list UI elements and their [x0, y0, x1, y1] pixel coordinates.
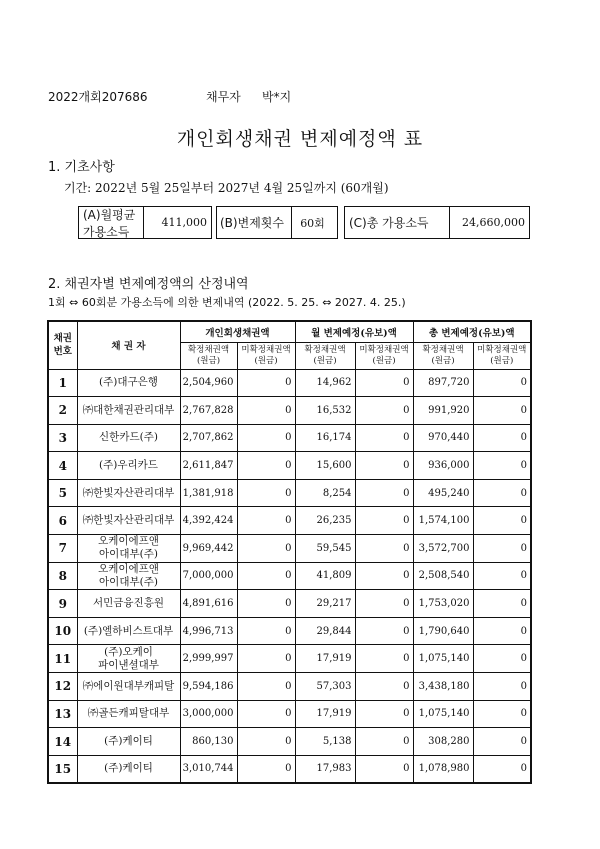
unconfirmed-amount: 0: [355, 369, 413, 397]
col-header-creditor: 채 권 자: [77, 321, 180, 369]
confirmed-amount: 41,809: [295, 562, 355, 590]
confirmed-amount: 3,438,180: [413, 673, 473, 701]
unconfirmed-amount: 0: [237, 562, 295, 590]
table-row: [48, 562, 531, 590]
confirmed-amount: 17,919: [295, 645, 355, 673]
unconfirmed-amount: 0: [237, 645, 295, 673]
confirmed-amount: 29,217: [295, 590, 355, 618]
confirmed-amount: 14,962: [295, 369, 355, 397]
unconfirmed-amount: 0: [355, 728, 413, 756]
confirmed-amount: 29,844: [295, 617, 355, 645]
row-number: 3: [48, 424, 77, 452]
sub-header-confirmed: 확정채권액 (원금): [413, 342, 473, 369]
unconfirmed-amount: 0: [473, 452, 531, 480]
confirmed-amount: 2,508,540: [413, 562, 473, 590]
unconfirmed-amount: 0: [473, 700, 531, 728]
sub-header-unconfirmed: 미확정채권액 (원금): [473, 342, 531, 369]
confirmed-amount: 8,254: [295, 479, 355, 507]
confirmed-amount: 3,000,000: [180, 700, 237, 728]
sub-header-confirmed: 확정채권액 (원금): [180, 342, 237, 369]
table-row: [48, 424, 531, 452]
unconfirmed-amount: 0: [237, 507, 295, 535]
unconfirmed-amount: 0: [237, 755, 295, 783]
confirmed-amount: 495,240: [413, 479, 473, 507]
table-row: [48, 479, 531, 507]
confirmed-amount: 26,235: [295, 507, 355, 535]
box-monthly-income-value: 411,000: [161, 216, 207, 229]
box-monthly-income: [78, 206, 212, 239]
table-row: [48, 673, 531, 701]
table-row: [48, 369, 531, 397]
box-total-income-value: 24,660,000: [462, 216, 525, 229]
group-header-total: 총 변제예정(유보)액: [413, 321, 531, 342]
confirmed-amount: 9,594,186: [180, 673, 237, 701]
creditor-name: (주)오케이 파이낸셜대부: [77, 645, 180, 673]
table-row: [48, 645, 531, 673]
creditor-name: (주)대구은행: [77, 369, 180, 397]
confirmed-amount: 59,545: [295, 535, 355, 563]
unconfirmed-amount: 0: [473, 424, 531, 452]
creditor-name: 오케이에프앤 아이대부(주): [77, 535, 180, 563]
unconfirmed-amount: 0: [473, 479, 531, 507]
debtor-name: 박*지: [262, 90, 292, 104]
unconfirmed-amount: 0: [473, 369, 531, 397]
unconfirmed-amount: 0: [355, 452, 413, 480]
table-row: [48, 590, 531, 618]
unconfirmed-amount: 0: [355, 424, 413, 452]
unconfirmed-amount: 0: [473, 507, 531, 535]
unconfirmed-amount: 0: [237, 617, 295, 645]
unconfirmed-amount: 0: [237, 535, 295, 563]
box-b-label-line1: (B)변제횟수: [220, 216, 284, 230]
confirmed-amount: 2,767,828: [180, 397, 237, 425]
unconfirmed-amount: 0: [237, 479, 295, 507]
confirmed-amount: 17,983: [295, 755, 355, 783]
row-number: 7: [48, 535, 77, 563]
row-number: 15: [48, 755, 77, 783]
box-repayment-count-label: [217, 207, 292, 238]
table-row: [48, 617, 531, 645]
section2-subtitle: 1회 ⇔ 60회분 가용소득에 의한 변제내역 (2022. 5. 25. ⇔ 2027. 4. 25.): [48, 296, 406, 309]
box-total-income: [344, 206, 530, 239]
group-header-claims: 개인회생채권액: [180, 321, 295, 342]
confirmed-amount: 3,572,700: [413, 535, 473, 563]
creditor-name: (주)케이티: [77, 728, 180, 756]
unconfirmed-amount: 0: [355, 617, 413, 645]
row-number: 2: [48, 397, 77, 425]
confirmed-amount: 15,600: [295, 452, 355, 480]
confirmed-amount: 4,392,424: [180, 507, 237, 535]
repayment-table: [47, 320, 532, 784]
row-number: 14: [48, 728, 77, 756]
confirmed-amount: 2,504,960: [180, 369, 237, 397]
box-repayment-count-value: 60회: [300, 216, 325, 230]
creditor-name: ㈜대한채권관리대부: [77, 397, 180, 425]
unconfirmed-amount: 0: [237, 728, 295, 756]
row-number: 4: [48, 452, 77, 480]
box-repayment-count: [216, 206, 338, 239]
unconfirmed-amount: 0: [355, 562, 413, 590]
box-a-label-line1: (A)월평균: [83, 207, 136, 222]
confirmed-amount: 1,753,020: [413, 590, 473, 618]
sub-header-unconfirmed: 미확정채권액 (원금): [237, 342, 295, 369]
confirmed-amount: 2,999,997: [180, 645, 237, 673]
sub-header-confirmed: 확정채권액 (원금): [295, 342, 355, 369]
table-row: [48, 728, 531, 756]
unconfirmed-amount: 0: [355, 590, 413, 618]
unconfirmed-amount: 0: [473, 673, 531, 701]
confirmed-amount: 897,720: [413, 369, 473, 397]
confirmed-amount: 17,919: [295, 700, 355, 728]
creditor-name: 신한카드(주): [77, 424, 180, 452]
confirmed-amount: 1,075,140: [413, 700, 473, 728]
unconfirmed-amount: 0: [355, 535, 413, 563]
unconfirmed-amount: 0: [473, 562, 531, 590]
confirmed-amount: 860,130: [180, 728, 237, 756]
sub-header-unconfirmed: 미확정채권액 (원금): [355, 342, 413, 369]
row-number: 10: [48, 617, 77, 645]
box-total-income-label: [345, 207, 450, 238]
confirmed-amount: 308,280: [413, 728, 473, 756]
debtor-label: 채무자: [206, 90, 241, 104]
confirmed-amount: 4,996,713: [180, 617, 237, 645]
unconfirmed-amount: 0: [473, 645, 531, 673]
unconfirmed-amount: 0: [473, 755, 531, 783]
unconfirmed-amount: 0: [355, 397, 413, 425]
row-number: 1: [48, 369, 77, 397]
page-title: 개인회생채권 변제예정액 표: [176, 128, 424, 150]
row-number: 12: [48, 673, 77, 701]
confirmed-amount: 16,174: [295, 424, 355, 452]
creditor-name: (주)우리카드: [77, 452, 180, 480]
confirmed-amount: 57,303: [295, 673, 355, 701]
table-row: [48, 452, 531, 480]
creditor-name: ㈜골든캐피탈대부: [77, 700, 180, 728]
confirmed-amount: 9,969,442: [180, 535, 237, 563]
unconfirmed-amount: 0: [355, 507, 413, 535]
case-number: 2022개회207686: [48, 90, 148, 104]
table-row: [48, 755, 531, 783]
unconfirmed-amount: 0: [237, 369, 295, 397]
confirmed-amount: 2,707,862: [180, 424, 237, 452]
confirmed-amount: 1,381,918: [180, 479, 237, 507]
row-number: 5: [48, 479, 77, 507]
creditor-name: ㈜한빛자산관리대부: [77, 479, 180, 507]
confirmed-amount: 1,078,980: [413, 755, 473, 783]
row-number: 11: [48, 645, 77, 673]
confirmed-amount: 1,075,140: [413, 645, 473, 673]
row-number: 13: [48, 700, 77, 728]
creditor-name: 서민금융진흥원: [77, 590, 180, 618]
unconfirmed-amount: 0: [473, 397, 531, 425]
unconfirmed-amount: 0: [237, 397, 295, 425]
table-row: [48, 535, 531, 563]
box-a-label-line2: 가용소득: [83, 224, 130, 239]
unconfirmed-amount: 0: [237, 700, 295, 728]
confirmed-amount: 5,138: [295, 728, 355, 756]
confirmed-amount: 1,574,100: [413, 507, 473, 535]
table-body: [48, 369, 531, 783]
unconfirmed-amount: 0: [473, 617, 531, 645]
confirmed-amount: 991,920: [413, 397, 473, 425]
row-number: 6: [48, 507, 77, 535]
unconfirmed-amount: 0: [355, 755, 413, 783]
unconfirmed-amount: 0: [355, 700, 413, 728]
unconfirmed-amount: 0: [237, 424, 295, 452]
box-c-label-line1: (C)총 가용소득: [349, 216, 429, 230]
unconfirmed-amount: 0: [473, 728, 531, 756]
unconfirmed-amount: 0: [237, 673, 295, 701]
confirmed-amount: 1,790,640: [413, 617, 473, 645]
table-row: [48, 507, 531, 535]
unconfirmed-amount: 0: [237, 452, 295, 480]
creditor-name: (주)케이티: [77, 755, 180, 783]
confirmed-amount: 936,000: [413, 452, 473, 480]
box-monthly-income-label: [79, 207, 144, 238]
row-number: 9: [48, 590, 77, 618]
unconfirmed-amount: 0: [473, 535, 531, 563]
creditor-name: 오케이에프앤 아이대부(주): [77, 562, 180, 590]
unconfirmed-amount: 0: [355, 645, 413, 673]
creditor-name: (주)엘하비스트대부: [77, 617, 180, 645]
unconfirmed-amount: 0: [473, 590, 531, 618]
confirmed-amount: 970,440: [413, 424, 473, 452]
confirmed-amount: 7,000,000: [180, 562, 237, 590]
unconfirmed-amount: 0: [355, 479, 413, 507]
group-header-monthly: 월 변제예정(유보)액: [295, 321, 413, 342]
section2-heading: 2. 채권자별 변제예정액의 산정내역: [48, 277, 249, 292]
col-header-no: 채권 번호: [48, 321, 77, 369]
table-row: [48, 397, 531, 425]
creditor-name: ㈜에이원대부캐피탈: [77, 673, 180, 701]
table-row: [48, 700, 531, 728]
row-number: 8: [48, 562, 77, 590]
section1-heading: 1. 기초사항: [48, 160, 115, 175]
confirmed-amount: 2,611,847: [180, 452, 237, 480]
unconfirmed-amount: 0: [355, 673, 413, 701]
creditor-name: ㈜한빛자산관리대부: [77, 507, 180, 535]
period-text: 기간: 2022년 5월 25일부터 2027년 4월 25일까지 (60개월): [64, 181, 389, 195]
confirmed-amount: 4,891,616: [180, 590, 237, 618]
unconfirmed-amount: 0: [237, 590, 295, 618]
confirmed-amount: 3,010,744: [180, 755, 237, 783]
confirmed-amount: 16,532: [295, 397, 355, 425]
